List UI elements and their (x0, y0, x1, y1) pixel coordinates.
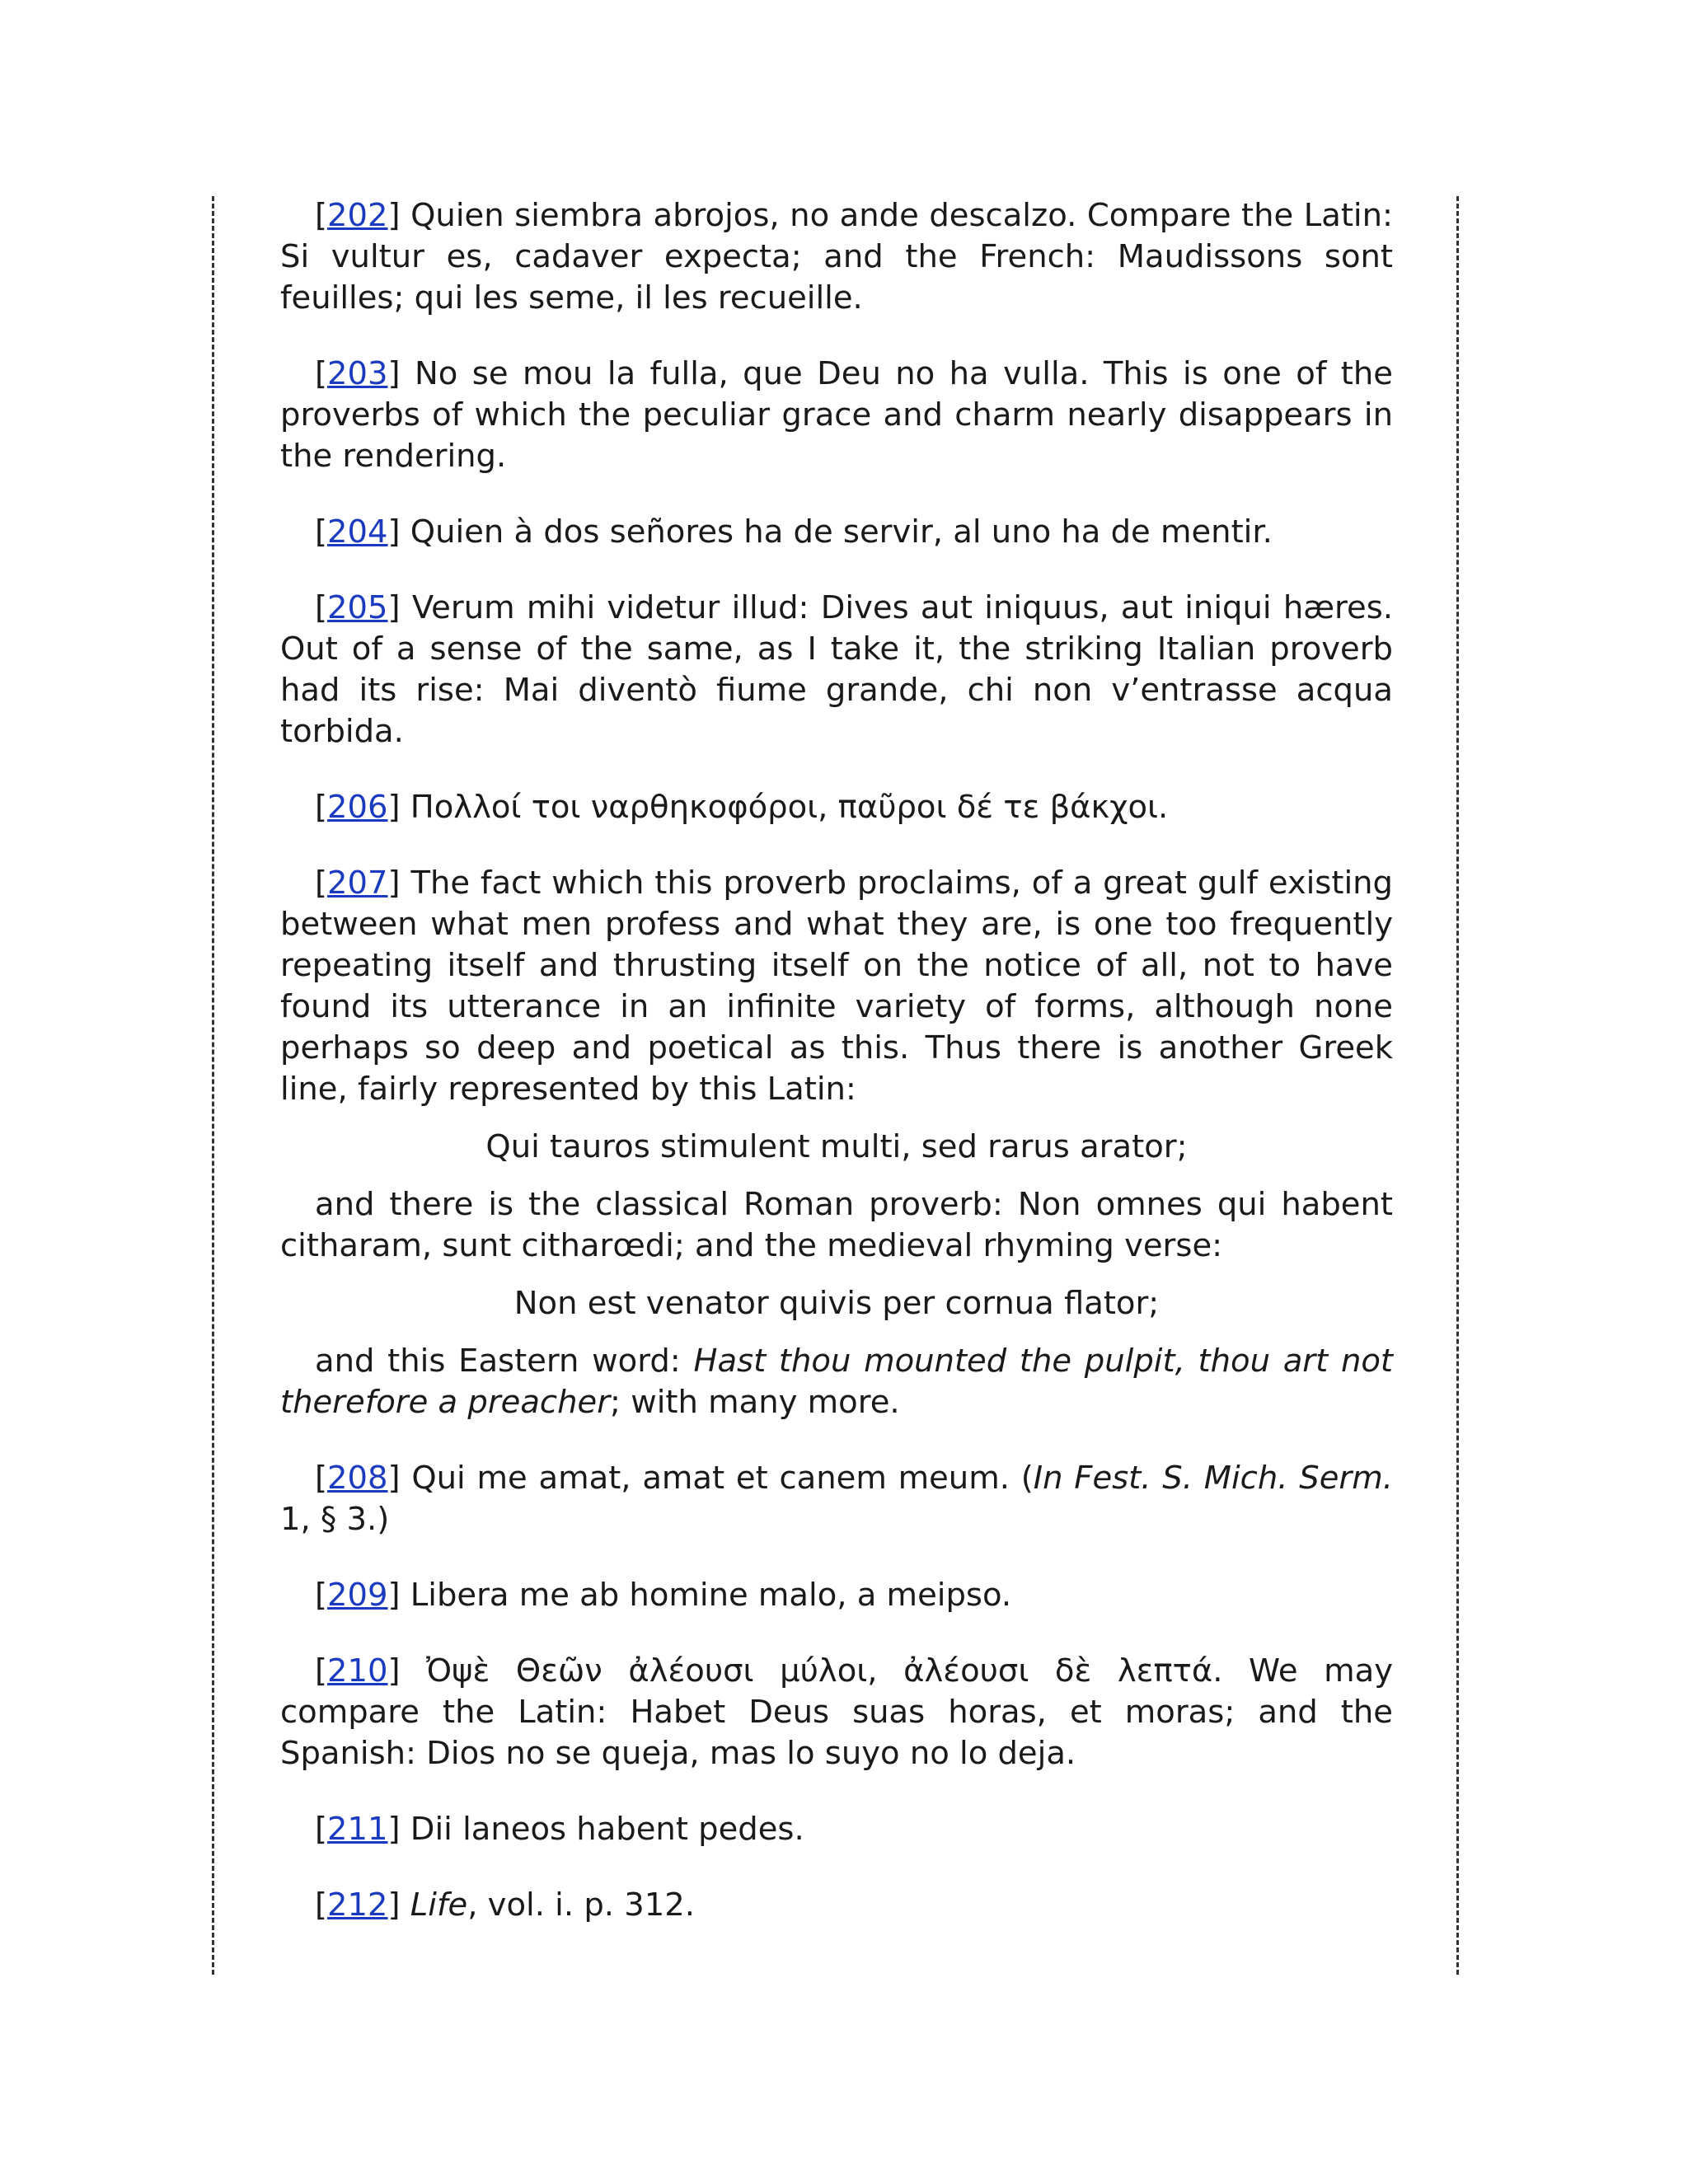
footnote-text: Quien siembra abrojos, no ande descalzo. Compare the Latin: Si vultur es, cadaver expecta; and the French: Maudissons sont feuilles; qui les seme, il les recueille. (280, 197, 1393, 316)
footnote-ref-link[interactable]: 204 (327, 513, 388, 551)
footnote-text: Πολλοί τοι ναρθηκοφόροι, παῦροι δέ τε βάκχοι. (410, 789, 1169, 826)
footnote-text: , vol. i. p. 312. (467, 1886, 695, 1924)
footnote-text: ; with many more. (610, 1384, 900, 1421)
footnote-ref-link[interactable]: 208 (327, 1460, 388, 1497)
footnote-207: [207] The fact which this proverb proclaims, of a great gulf existing between what men profess and what they are, is one too frequently repeating itself and thrusting itself on the notice of all, not to have found its utterance in an infinite variety of forms, although none perhaps so deep and poetical as this. Thus there is another Greek line, fairly represented by this Latin: (280, 865, 1393, 1108)
footnote-ref-link[interactable]: 212 (327, 1886, 388, 1924)
footnote-text: Dii laneos habent pedes. (410, 1811, 804, 1848)
footnote-text: Ὀψὲ Θεῶν ἀλέουσι μύλοι, ἀλέουσι δὲ λεπτά. We may compare the Latin: Habet Deus suas horas, et moras; and the Spanish: Dios no se queja, mas lo suyo no lo deja. (280, 1652, 1393, 1772)
footnote-ref-link[interactable]: 210 (327, 1652, 388, 1690)
footnote-continuation (280, 1341, 1393, 1423)
footnote-204: [204] Quien à dos señores ha de servir, al uno ha de mentir. (315, 513, 1273, 551)
italic-citation: In Fest. S. Mich. Serm. (1033, 1460, 1393, 1497)
quoted-verse: Qui tauros stimulent multi, sed rarus arator; (485, 1128, 1188, 1165)
footnote-ref-link[interactable]: 207 (327, 865, 388, 902)
footnote-ref-link[interactable]: 206 (327, 789, 388, 826)
footnote-203: [203] No se mou la fulla, que Deu no ha vulla. This is one of the proverbs of which the peculiar grace and charm nearly disappears in the rendering. (280, 355, 1393, 475)
footnote-202: [202] Quien siembra abrojos, no ande descalzo. Compare the Latin: Si vultur es, cadaver expecta; and the French: Maudissons sont feuilles; qui les seme, il les recueille. (280, 197, 1393, 316)
footnote-208: [208] Qui me amat, amat et canem meum. (In Fest. S. Mich. Serm. 1, § 3.) (280, 1460, 1393, 1538)
footnote-ref-link[interactable]: 205 (327, 589, 388, 626)
footnote-text: 1, § 3.) (280, 1501, 390, 1538)
footnote-text: No se mou la fulla, que Deu no ha vulla. This is one of the proverbs of which the peculiar grace and charm nearly disappears in the rendering. (280, 355, 1393, 475)
footnote-ref-link[interactable]: 211 (327, 1811, 388, 1848)
footnote-211: [211] Dii laneos habent pedes. (315, 1811, 804, 1848)
footnote-210: [210] Ὀψὲ Θεῶν ἀλέουσι μύλοι, ἀλέουσι δὲ λεπτά. We may compare the Latin: Habet Deus suas horas, et moras; and the Spanish: Dios no se queja, mas lo suyo no lo deja. (280, 1652, 1393, 1772)
footnote-text: Qui me amat, amat et canem meum. ( (411, 1460, 1034, 1497)
footnote-text: and this Eastern word: (315, 1343, 694, 1380)
footnote-206: [206] Πολλοί τοι ναρθηκοφόροι, παῦροι δέ τε βάκχοι. (315, 789, 1169, 826)
quoted-verse: Non est venator quivis per cornua flator; (513, 1285, 1160, 1322)
footnote-205: [205] Verum mihi videtur illud: Dives aut iniquus, aut iniqui hæres. Out of a sense of the same, as I take it, the striking Italian proverb had its rise: Mai diventò fiume grande, chi non v’entrasse acqua torbida. (280, 589, 1394, 750)
italic-citation: Life (410, 1886, 468, 1924)
footnote-ref-link[interactable]: 203 (327, 355, 388, 392)
footnote-ref-link[interactable]: 202 (327, 197, 388, 234)
footnote-text: Libera me ab homine malo, a meipso. (410, 1577, 1012, 1614)
footnote-text: Verum mihi videtur illud: Dives aut iniquus, aut iniqui hæres. Out of a sense of the same, as I take it, the striking Italian proverb had its rise: Mai diventò fiume grande, chi non v’entrasse acqua torbida. (280, 589, 1394, 750)
footnote-209: [209] Libera me ab homine malo, a meipso. (315, 1577, 1012, 1614)
footnote-text: The fact which this proverb proclaims, of a great gulf existing between what men profess and what they are, is one too frequently repeating itself and thrusting itself on the notice of all, not to have found its utterance in an infinite variety of forms, although none perhaps so deep and poetical as this. Thus there is another Greek line, fairly represented by this Latin: (280, 865, 1393, 1108)
italic-quote: Hast thou mounted the pulpit, thou art not therefore a preacher (280, 1343, 1393, 1421)
footnote-text: Quien à dos señores ha de servir, al uno ha de mentir. (410, 513, 1273, 551)
footnotes-container (280, 195, 1393, 1961)
footnote-ref-link[interactable]: 209 (327, 1577, 388, 1614)
footnote-continuation: and there is the classical Roman proverb: Non omnes qui habent citharam, sunt citharœdi; and the medieval rhyming verse: (280, 1186, 1393, 1264)
footnote-212: [212] Life, vol. i. p. 312. (315, 1886, 695, 1924)
